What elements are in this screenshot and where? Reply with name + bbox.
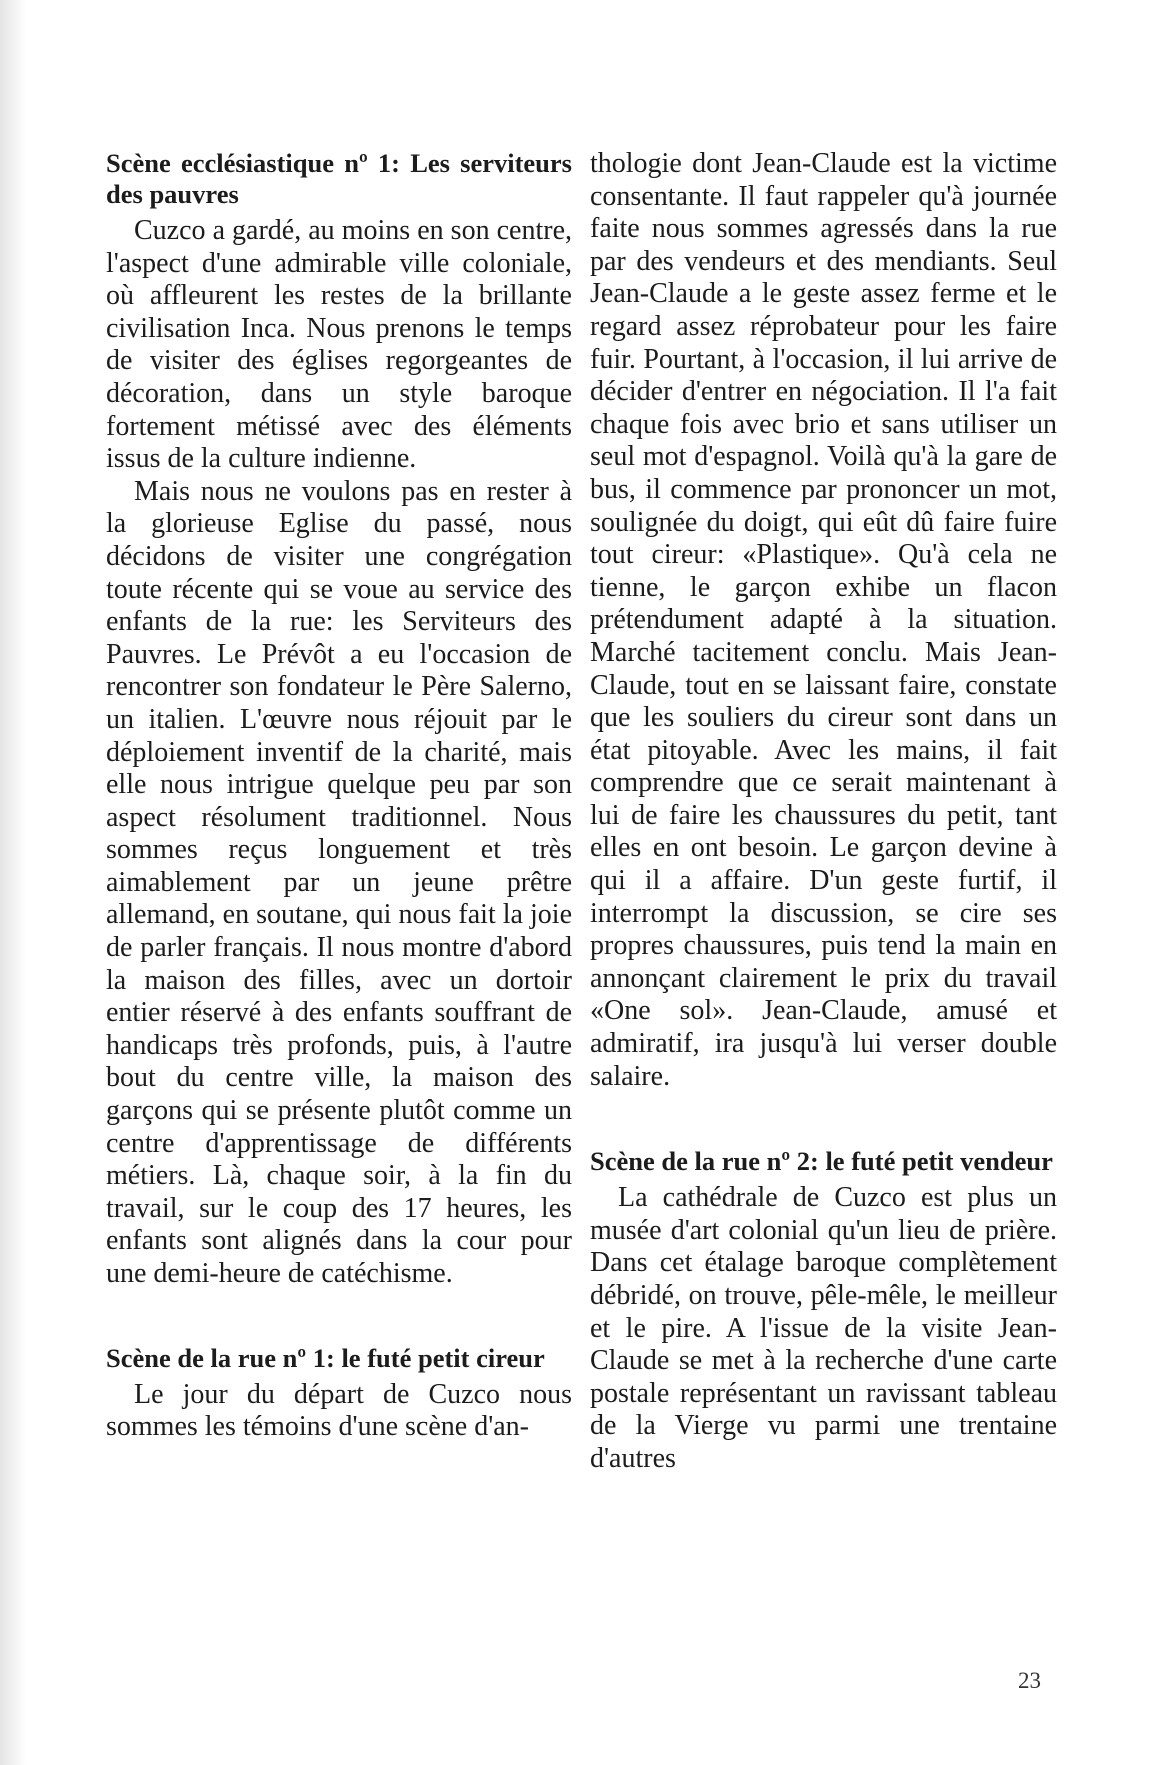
paragraph-continuation: thologie dont Jean-Claude est la victime consentante. Il faut rappeler qu'à journée faite nous sommes agressés dans la rue par des vendeurs et des mendiants. Seul Jean-Claude a le geste assez ferme et le regard assez réprobateur pour les faire fuir. Pourtant, à l'occasion, il lui arrive de décider d'entrer en négociation. Il l'a fait chaque fois avec brio et sans utiliser un seul mot d'espagnol. Voilà qu'à la gare de bus, il commence par prononcer un mot, soulignée du doigt, qui eût dû faire fuire tout cireur: «Plastique». Qu'à cela ne tienne, le garçon exhibe un flacon prétendument adapté à la situation. Marché tacitement conclu. Mais Jean-Claude, tout en se laissant faire, constate que les souliers du cireur sont dans un état pitoyable. Avec les mains, il fait comprendre que ce serait maintenant à lui de faire les chaussures du petit, tant elles en ont besoin. Le garçon devine à qui il a affaire. D'un geste furtif, il interrompt la discussion, se cire ses propres chaussures, puis tend la main en annonçant clairement le prix du travail «One sol». Jean-Claude, amusé et admiratif, ira jusqu'à lui verser double salaire.: [590, 148, 1057, 1092]
right-column: [590, 148, 1057, 1476]
binding-shadow: [0, 0, 26, 1765]
paragraph-cuzco: Cuzco a gardé, au moins en son centre, l'aspect d'une admirable ville coloniale, où affleurent les restes de la brillante civilisation Inca. Nous prenons le temps de visiter des églises regorgeantes de décoration, dans un style baroque fortement métissé avec des éléments issus de la culture indienne.: [106, 215, 572, 475]
left-column: [106, 148, 572, 1444]
paragraph-serviteurs: Mais nous ne voulons pas en rester à la glorieuse Eglise du passé, nous décidons de visiter une congrégation toute récente qui se voue au service des enfants de la rue: les Serviteurs des Pauvres. Le Prévôt a eu l'occasion de rencontrer son fondateur le Père Salerno, un italien. L'œuvre nous réjouit par le déploiement inventif de la charité, mais elle nous intrigue quelque peu par son aspect résolument traditionnel. Nous sommes reçus longuement et très aimablement par un jeune prêtre allemand, en soutane, qui nous fait la joie de parler français. Il nous montre d'abord la maison des filles, avec un dortoir entier réservé à des enfants souffrant de handicaps très profonds, puis, à l'autre bout du centre ville, la maison des garçons qui se présente plutôt comme un centre d'apprentissage de différents métiers. Là, chaque soir, à la fin du travail, sur le coup des 17 heures, les enfants sont alignés dans la cour pour une demi-heure de catéchisme.: [106, 475, 572, 1289]
section-heading-cireur: Scène de la rue nº 1: le futé petit cireur: [106, 1342, 545, 1373]
page-number: 23: [1018, 1668, 1041, 1693]
section-heading-vendeur: Scène de la rue nº 2: le futé petit vendeur: [590, 1146, 1053, 1177]
paragraph-depart: Le jour du départ de Cuzco nous sommes les témoins d'une scène d'an-: [106, 1378, 572, 1443]
section-heading-ecclesiastique: Scène ecclésiastique nº 1: Les serviteurs des pauvres: [106, 148, 572, 209]
paragraph-cathedrale: La cathédrale de Cuzco est plus un musée d'art colonial qu'un lieu de prière. Dans cet étalage baroque complètement débridé, on trouve, pêle-mêle, le meilleur et le pire. A l'issue de la visite Jean-Claude se met à la recherche d'une carte postale représentant un ravissant tableau de la Vierge vu parmi une trentaine d'autres: [590, 1182, 1057, 1474]
